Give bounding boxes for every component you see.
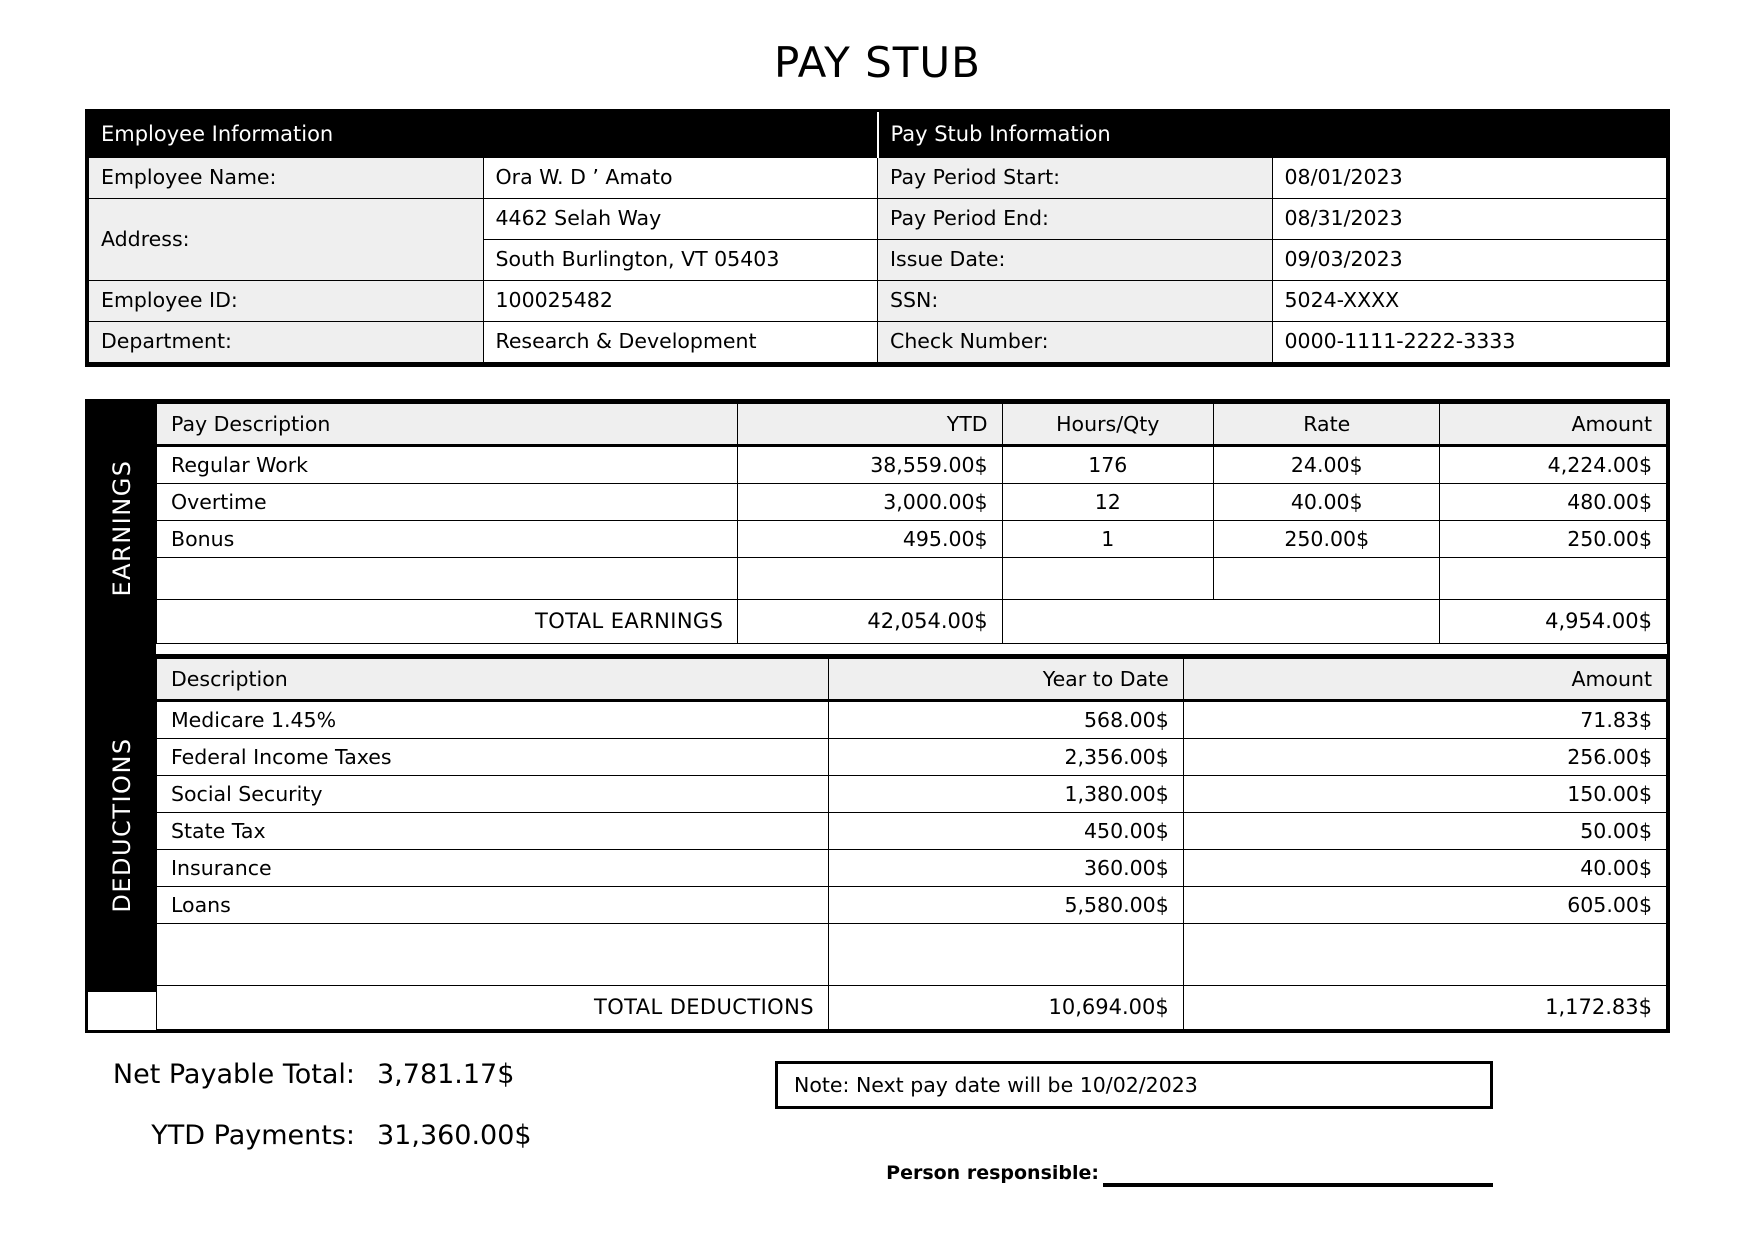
deduction-description: Loans: [157, 886, 829, 923]
ssn-label: SSN:: [878, 281, 1273, 322]
deduction-ytd: 360.00$: [828, 849, 1183, 886]
pay-period-start-value: 08/01/2023: [1272, 158, 1667, 199]
deduction-ytd: 450.00$: [828, 812, 1183, 849]
earnings-spacer-row: [157, 557, 1667, 599]
page-title: PAY STUB: [774, 38, 981, 87]
information-table: [88, 112, 1667, 363]
earning-description: Bonus: [157, 520, 738, 557]
earnings-header-row: [157, 403, 1667, 445]
col-description: Description: [157, 658, 829, 700]
ytd-payments-line: [95, 1120, 655, 1151]
spacer-cell: [828, 923, 1183, 985]
net-payable-total-value: 3,781.17$: [377, 1058, 515, 1090]
ssn-value: 5024-XXXX: [1272, 281, 1667, 322]
earnings-table-wrap: [156, 402, 1667, 654]
earning-rate: 24.00$: [1213, 445, 1440, 483]
spacer-cell: [157, 557, 738, 599]
earnings-band-label: EARNINGS: [108, 459, 136, 597]
col-amount: Amount: [1183, 658, 1666, 700]
address-line-1: 4462 Selah Way: [483, 199, 878, 240]
deduction-amount: 40.00$: [1183, 849, 1666, 886]
earning-description: Regular Work: [157, 445, 738, 483]
note-box: [775, 1061, 1493, 1109]
col-year-to-date: Year to Date: [828, 658, 1183, 700]
check-number-label: Check Number:: [878, 322, 1273, 363]
employee-id-value: 100025482: [483, 281, 878, 322]
employee-information-header: Employee Information: [89, 113, 878, 158]
earning-amount: 250.00$: [1440, 520, 1667, 557]
earning-rate: 250.00$: [1213, 520, 1440, 557]
earning-amount: 480.00$: [1440, 483, 1667, 520]
deduction-description: State Tax: [157, 812, 829, 849]
spacer-cell: [738, 557, 1002, 599]
total-deductions-amount: 1,172.83$: [1183, 985, 1666, 1029]
spacer-cell: [1440, 557, 1667, 599]
table-row: [89, 199, 1667, 240]
paystub-information-header: Pay Stub Information: [878, 113, 1667, 158]
earning-hours: 12: [1002, 483, 1213, 520]
total-earnings-label: TOTAL EARNINGS: [157, 599, 738, 643]
table-row: [157, 849, 1667, 886]
deduction-amount: 605.00$: [1183, 886, 1666, 923]
col-hours-qty: Hours/Qty: [1002, 403, 1213, 445]
table-row: [157, 520, 1667, 557]
earning-ytd: 3,000.00$: [738, 483, 1002, 520]
table-row: [89, 281, 1667, 322]
earnings-band: [88, 402, 156, 654]
table-row: [89, 158, 1667, 199]
check-number-value: 0000-1111-2222-3333: [1272, 322, 1667, 363]
earnings-table: [156, 402, 1667, 644]
total-deductions-label: TOTAL DEDUCTIONS: [157, 985, 829, 1029]
deductions-band-label: DEDUCTIONS: [108, 736, 136, 913]
earning-ytd: 495.00$: [738, 520, 1002, 557]
total-deductions-row: [157, 985, 1667, 1029]
deduction-description: Insurance: [157, 849, 829, 886]
total-earnings-ytd: 42,054.00$: [738, 599, 1002, 643]
spacer-cell: [157, 923, 829, 985]
table-row: [157, 483, 1667, 520]
signature-area: [775, 1157, 1493, 1187]
earning-rate: 40.00$: [1213, 483, 1440, 520]
deductions-section: [85, 657, 1670, 1033]
pay-period-end-value: 08/31/2023: [1272, 199, 1667, 240]
section-headers-row: [89, 113, 1667, 158]
deductions-table-wrap: [156, 657, 1667, 1030]
earning-ytd: 38,559.00$: [738, 445, 1002, 483]
table-row: [157, 775, 1667, 812]
department-label: Department:: [89, 322, 484, 363]
signature-line[interactable]: [1103, 1157, 1493, 1187]
table-row: [157, 445, 1667, 483]
earning-amount: 4,224.00$: [1440, 445, 1667, 483]
deductions-header-row: [157, 658, 1667, 700]
deduction-description: Social Security: [157, 775, 829, 812]
deductions-band: [88, 657, 156, 992]
employee-id-label: Employee ID:: [89, 281, 484, 322]
col-rate: Rate: [1213, 403, 1440, 445]
deduction-amount: 256.00$: [1183, 738, 1666, 775]
employee-name-label: Employee Name:: [89, 158, 484, 199]
person-responsible-label: Person responsible:: [886, 1161, 1099, 1184]
table-row: [157, 886, 1667, 923]
spacer-cell: [1213, 557, 1440, 599]
deduction-ytd: 5,580.00$: [828, 886, 1183, 923]
ytd-payments-label: YTD Payments:: [151, 1119, 355, 1151]
earning-hours: 1: [1002, 520, 1213, 557]
table-row: [157, 738, 1667, 775]
total-earnings-blank: [1002, 599, 1440, 643]
table-row: [89, 322, 1667, 363]
deduction-description: Medicare 1.45%: [157, 700, 829, 738]
deduction-amount: 71.83$: [1183, 700, 1666, 738]
deduction-ytd: 2,356.00$: [828, 738, 1183, 775]
pay-period-start-label: Pay Period Start:: [878, 158, 1273, 199]
earning-hours: 176: [1002, 445, 1213, 483]
footer-section: [85, 1059, 1670, 1209]
col-amount: Amount: [1440, 403, 1667, 445]
address-line-2: South Burlington, VT 05403: [483, 240, 878, 281]
department-value: Research & Development: [483, 322, 878, 363]
earnings-section: [85, 399, 1670, 657]
deduction-amount: 50.00$: [1183, 812, 1666, 849]
total-earnings-amount: 4,954.00$: [1440, 599, 1667, 643]
address-label: Address:: [89, 199, 484, 281]
deduction-amount: 150.00$: [1183, 775, 1666, 812]
earning-description: Overtime: [157, 483, 738, 520]
col-ytd: YTD: [738, 403, 1002, 445]
spacer-cell: [1183, 923, 1666, 985]
deductions-table: [156, 657, 1667, 1030]
deduction-ytd: 1,380.00$: [828, 775, 1183, 812]
net-payable-total-line: [95, 1059, 655, 1090]
pay-period-end-label: Pay Period End:: [878, 199, 1273, 240]
information-section: [85, 109, 1670, 367]
ytd-payments-value: 31,360.00$: [377, 1119, 532, 1151]
table-row: [157, 700, 1667, 738]
footer-totals: [95, 1059, 655, 1181]
total-earnings-row: [157, 599, 1667, 643]
spacer-cell: [1002, 557, 1213, 599]
col-pay-description: Pay Description: [157, 403, 738, 445]
deduction-ytd: 568.00$: [828, 700, 1183, 738]
issue-date-label: Issue Date:: [878, 240, 1273, 281]
deduction-description: Federal Income Taxes: [157, 738, 829, 775]
table-row: [157, 812, 1667, 849]
employee-name-value: Ora W. D ’ Amato: [483, 158, 878, 199]
total-deductions-ytd: 10,694.00$: [828, 985, 1183, 1029]
deductions-spacer-row: [157, 923, 1667, 985]
net-payable-total-label: Net Payable Total:: [112, 1058, 355, 1090]
note-text: Note: Next pay date will be 10/02/2023: [794, 1072, 1198, 1097]
issue-date-value: 09/03/2023: [1272, 240, 1667, 281]
